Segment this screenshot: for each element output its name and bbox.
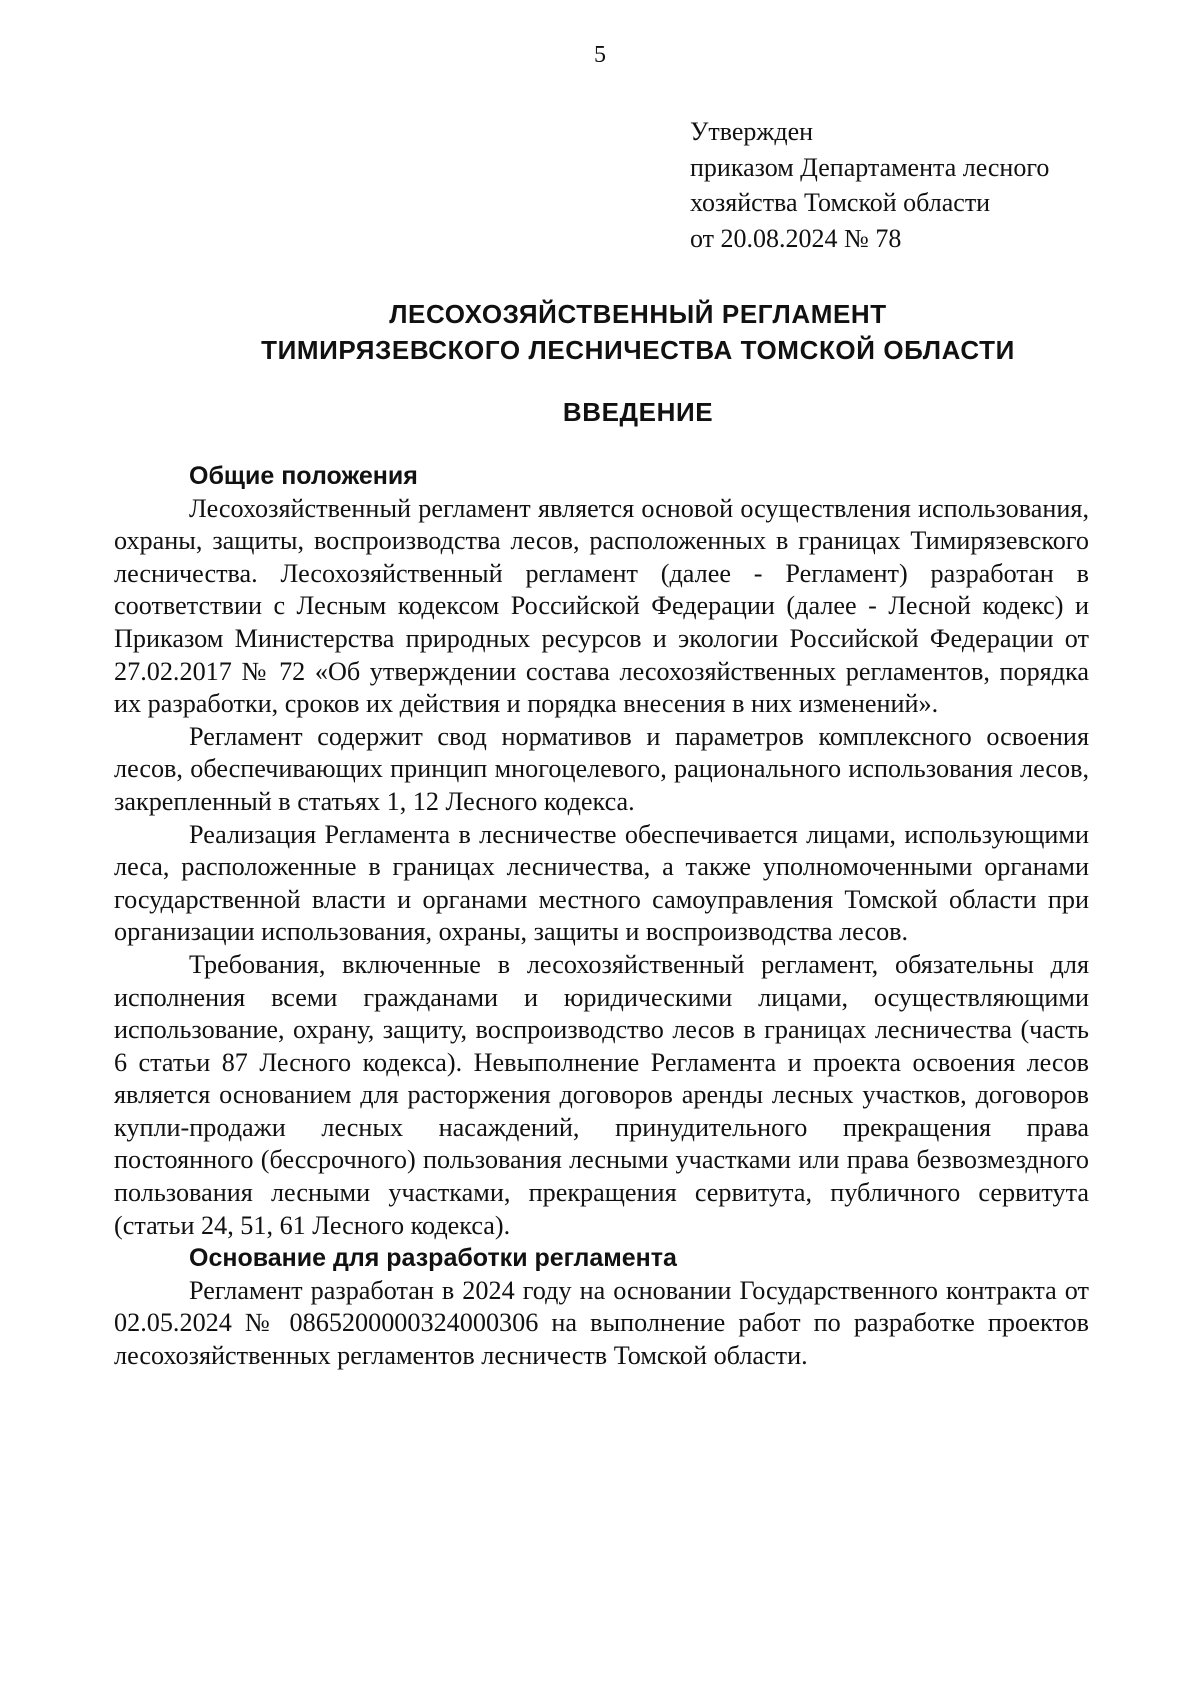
paragraph: Лесохозяйственный регламент является основой осуществления использования, охраны, защиты, воспроизводства лесов, расположенных в границах Тимирязевского лесничества. Лесохозяйственный регламент (далее - Регламент) разработан в соответствии с Лесным кодексом Российской Федерации (далее - Лесной кодекс) и Приказом Министерства природных ресурсов и экологии Российской Федерации от 27.02.2017 № 72 «Об утверждении состава лесохозяйственных регламентов, порядка их разработки, сроков их действия и порядка внесения в них изменений». [114,493,1089,719]
approval-block [690,114,1150,256]
paragraph: Реализация Регламента в лесничестве обеспечивается лицами, использующими леса, расположенные в границах лесничества, а также уполномоченными органами государственной власти и органами местного самоуправления Томской области при организации использования, охраны, защиты и воспроизводства лесов. [114,819,1089,947]
document-title [0,296,1200,368]
intro-heading: ВВЕДЕНИЕ [562,397,714,427]
approval-line: приказом Департамента лесного [690,152,1050,182]
document-body [114,460,1089,1373]
document-title-line: ТИМИРЯЗЕВСКОГО ЛЕСНИЧЕСТВА ТОМСКОЙ ОБЛАСТИ [261,335,1015,365]
section-heading-general: Общие положения [189,462,418,490]
approval-line: Утвержден [690,117,814,146]
approval-line: хозяйства Томской области [690,188,991,217]
document-title-line: ЛЕСОХОЗЯЙСТВЕННЫЙ РЕГЛАМЕНТ [389,299,887,329]
paragraph: Регламент разработан в 2024 году на основании Государственного контракта от 02.05.2024 № 0865200000324000306 на выполнение работ по разработке проектов лесохозяйственных регламентов лесничеств Томской области. [114,1275,1089,1371]
approval-line: от 20.08.2024 № 78 [690,223,902,253]
page-number: 5 [594,42,606,68]
paragraph: Требования, включенные в лесохозяйственный регламент, обязательны для исполнения всеми гражданами и юридическими лицами, осуществляющими использование, охрану, защиту, воспроизводство лесов в границах лесничества (часть 6 статьи 87 Лесного кодекса). Невыполнение Регламента и проекта освоения лесов является основанием для расторжения договоров аренды лесных участков, договоров купли-продажи лесных насаждений, принудительного прекращения права постоянного (бессрочного) пользования лесными участками или права безвозмездного пользования лесными участками, прекращения сервитута, публичного сервитута (статьи 24, 51, 61 Лесного кодекса). [114,949,1089,1240]
paragraph: Регламент содержит свод нормативов и параметров комплексного освоения лесов, обеспечивающих принцип многоцелевого, рационального использования лесов, закрепленный в статьях 1, 12 Лесного кодекса. [114,721,1089,816]
section-heading-basis: Основание для разработки регламента [189,1244,677,1273]
